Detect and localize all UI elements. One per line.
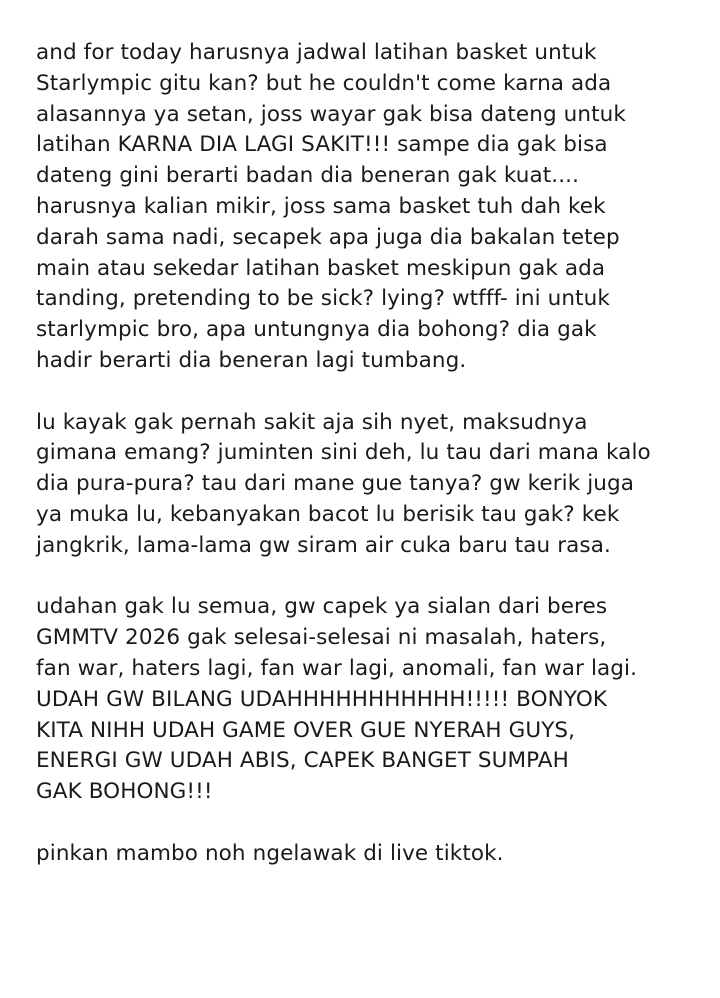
text-line: alasannya ya setan, joss wayar gak bisa dateng untuk [36,101,626,127]
text-line: udahan gak lu semua, gw capek ya sialan dari beres [36,594,608,620]
text-line: darah sama nadi, secapek apa juga dia bakalan tetep [36,224,620,250]
text-line: Starlympic gitu kan? but he couldn't come karna ada [36,70,612,96]
text-line: starlympic bro, apa untungnya dia bohong? dia gak [36,317,597,343]
text-line: UDAH GW BILANG UDAHHHHHHHHHHH!!!!! BONYOK [36,686,608,712]
text-line: ya muka lu, kebanyakan bacot lu berisik tau gak? kek [36,501,620,527]
text-line: ENERGI GW UDAH ABIS, CAPEK BANGET SUMPAH [36,748,569,774]
paragraph-1 [36,38,716,377]
text-line: harusnya kalian mikir, joss sama basket tuh dah kek [36,193,606,219]
note-text-body [36,38,716,900]
text-line: pinkan mambo noh ngelawak di live tiktok. [36,840,504,866]
text-line: main atau sekedar latihan basket meskipun gak ada [36,255,606,281]
text-line: tanding, pretending to be sick? lying? wtfff- ini untuk [36,286,610,312]
text-line: latihan KARNA DIA LAGI SAKIT!!! sampe dia gak bisa [36,132,608,158]
paragraph-4 [36,839,716,870]
text-line: gimana emang? juminten sini deh, lu tau dari mana kalo [36,440,651,466]
text-line: jangkrik, lama-lama gw siram air cuka baru tau rasa. [36,532,611,558]
text-line: and for today harusnya jadwal latihan basket untuk [36,40,597,65]
text-line: GMMTV 2026 gak selesai-selesai ni masalah, haters, [36,625,607,651]
text-line: KITA NIHH UDAH GAME OVER GUE NYERAH GUYS, [36,717,576,743]
text-line: lu kayak gak pernah sakit aja sih nyet, maksudnya [36,409,588,435]
text-line: GAK BOHONG!!! [36,779,213,805]
text-line: fan war, haters lagi, fan war lagi, anomali, fan war lagi. [36,655,638,681]
text-line: hadir berarti dia beneran lagi tumbang. [36,347,467,373]
text-line: dateng gini berarti badan dia beneran gak kuat.... [36,163,580,189]
paragraph-2 [36,408,716,562]
paragraph-3 [36,592,716,808]
text-line: dia pura-pura? tau dari mane gue tanya? gw kerik juga [36,471,635,497]
